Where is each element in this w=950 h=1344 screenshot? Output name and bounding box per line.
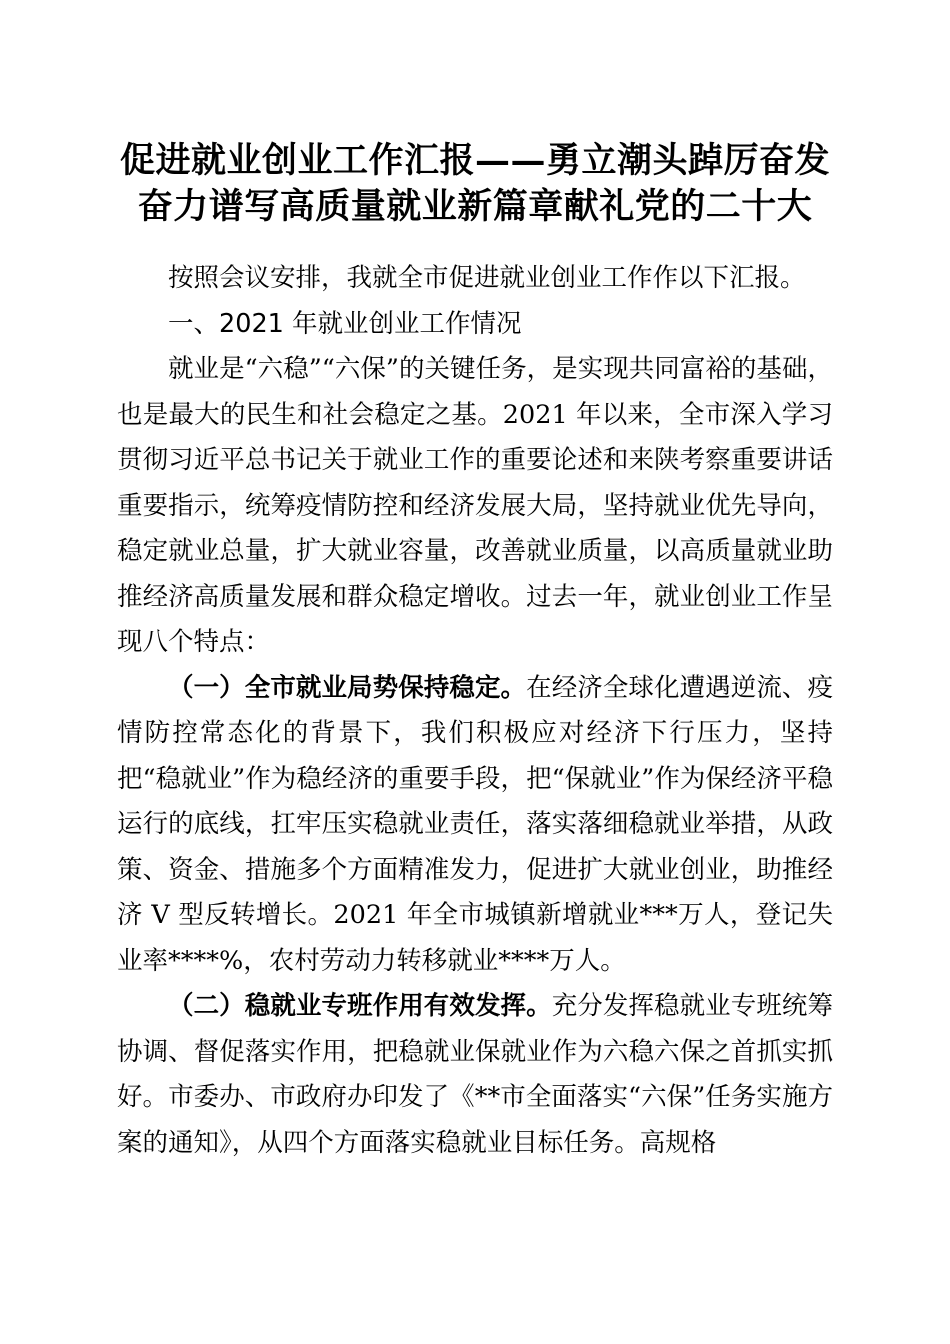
document-title (100, 138, 850, 230)
title-line-1: 促进就业创业工作汇报——勇立潮头踔厉奋发 (119, 140, 830, 181)
section-heading: 一、2021 年就业创业工作情况 (168, 308, 522, 339)
intro-paragraph: 按照会议安排，我就全市促进就业创业工作作以下汇报。 (168, 263, 806, 293)
paragraph-point-1 (117, 666, 833, 985)
point-1-text: 在经济全球化遭遇逆流、疫情防控常态化的背景下，我们积极应对经济下行压力，坚持把“稳就业”作为稳经济的重要手段，把“保就业”作为保经济平稳运行的底线，扛牢压实稳就业责任，落实落细稳就业举措，从政策、资金、措施多个方面精准发力，促进扩大就业创业，助推经济 V 型反转增长。2021 年全市城镇新增就业***万人，登记失业率****%，农村劳动力转移就业****万人。 (117, 672, 833, 976)
document-body (117, 256, 833, 1166)
point-1-title: （一）全市就业局势保持稳定。 (168, 672, 527, 703)
paragraph-overview: 就业是“六稳”“六保”的关键任务，是实现共同富裕的基础，也是最大的民生和社会稳定之基。2021 年以来，全市深入学习贯彻习近平总书记关于就业工作的重要论述和来陕考察重要讲话重要指示，统筹疫情防控和经济发展大局，坚持就业优先导向，稳定就业总量，扩大就业容量，改善就业质量，以高质量就业助推经济高质量发展和群众稳定增收。过去一年，就业创业工作呈现八个特点： (117, 354, 833, 657)
point-2-title: （二）稳就业专班作用有效发挥。 (168, 991, 552, 1021)
title-line-2: 奋力谱写高质量就业新篇章献礼党的二十大 (137, 186, 813, 227)
paragraph-point-2 (117, 984, 833, 1166)
point-2-text: 充分发挥稳就业专班统筹协调、督促落实作用，把稳就业保就业作为六稳六保之首抓实抓好。市委办、市政府办印发了《**市全面落实“六保”任务实施方案的通知》，从四个方面落实稳就业目标任务。高规格 (117, 991, 833, 1158)
